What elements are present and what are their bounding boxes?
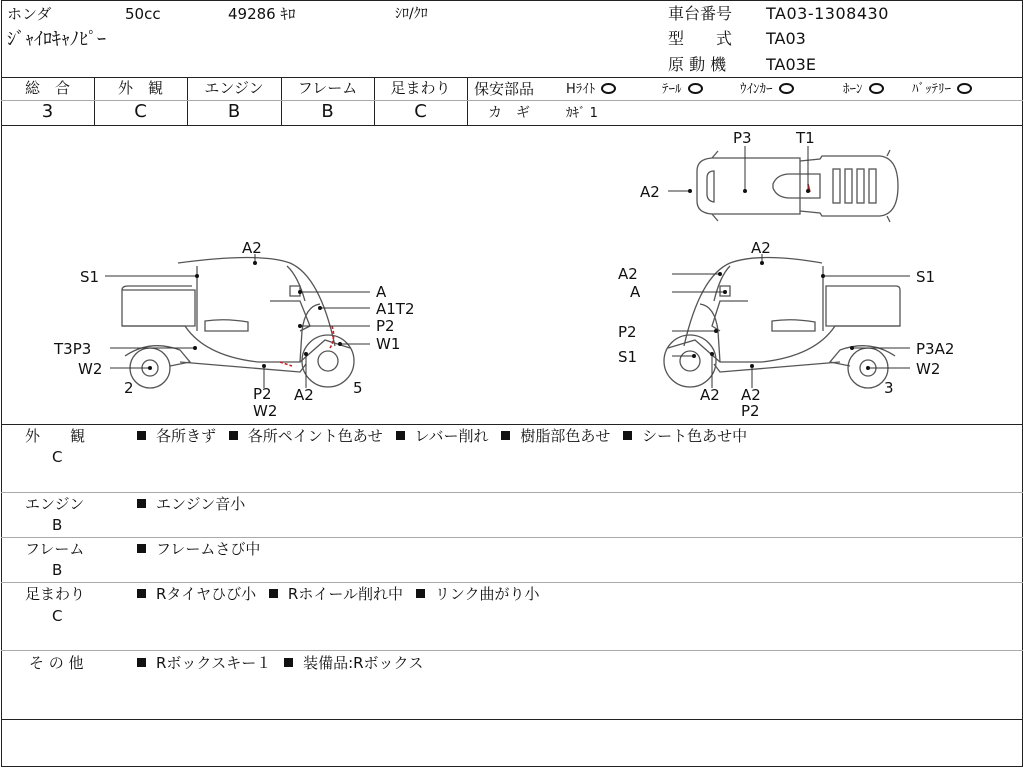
footer-divider	[1, 719, 1023, 720]
model-name: ｼﾞｬｲﾛｷｬﾉﾋﾟｰ	[7, 29, 106, 50]
note-divider	[1, 492, 1023, 493]
note-divider	[1, 537, 1023, 538]
note-divider	[1, 650, 1023, 651]
note-divider	[1, 582, 1023, 583]
diagram-label: S1	[80, 268, 100, 286]
note-item: レバー削れ	[396, 429, 489, 444]
diagram-label: 3	[884, 379, 894, 397]
engine-score-label: エンジン	[204, 79, 264, 97]
note-item: 樹脂部色あせ	[501, 429, 610, 444]
safety-item-headlight: Hﾗｲﾄ	[566, 83, 616, 96]
diagram-label: T1	[796, 129, 815, 147]
score-sep-5	[467, 77, 468, 125]
engine-type-label: 原 動 機	[668, 55, 727, 74]
note-item: フレームさび中	[137, 542, 260, 557]
diagram-labels	[53, 129, 954, 420]
diagram-label: P2	[741, 402, 760, 420]
type-label: 型 式	[668, 29, 733, 48]
note-item: シート色あせ中	[623, 429, 747, 444]
note-engine-grade: B	[52, 516, 63, 534]
overall-score-label: 総 合	[24, 79, 70, 97]
safety-item-winker: ｳｲﾝｶｰ	[740, 83, 794, 96]
suspension-score-label: 足まわり	[390, 79, 451, 97]
note-other-title: そ の 他	[29, 654, 84, 672]
diagram-label: W2	[916, 360, 941, 378]
diagram-label: A2	[751, 239, 771, 257]
header-divider	[1, 77, 1023, 78]
key-value: ｶｷﾞ 1	[566, 106, 598, 121]
overall-score-value: 3	[41, 101, 54, 122]
diagram-label: A2	[618, 265, 638, 283]
diagram-label: 5	[353, 379, 363, 397]
note-item: リンク曲がり小	[416, 587, 540, 602]
note-item: Rボックスキー１	[137, 656, 271, 671]
ok-circle-icon	[601, 83, 616, 94]
type-value: TA03	[766, 29, 806, 48]
right-side-view-scooter	[664, 258, 900, 389]
diagram-label: S1	[618, 348, 638, 366]
diagram-label: S1	[916, 268, 936, 286]
ok-circle-icon	[957, 83, 972, 94]
note-item: Rホイール削れ中	[269, 587, 403, 602]
safety-item-battery: ﾊﾞｯﾃﾘｰ	[912, 83, 972, 96]
safety-item-horn: ﾎｰﾝ	[843, 83, 884, 96]
chassis-value: TA03-1308430	[766, 4, 889, 23]
engine-type-value: TA03E	[766, 55, 816, 74]
diagram-label: W2	[253, 402, 278, 420]
mileage: 49286 ｷﾛ	[228, 5, 296, 23]
note-suspension-items	[137, 587, 548, 602]
suspension-score-value: C	[414, 101, 427, 122]
damage-marks	[280, 184, 810, 366]
note-frame-items	[137, 542, 268, 557]
diagram-label: A1T2	[376, 300, 415, 318]
diagram-label: P3A2	[916, 340, 955, 358]
note-exterior-grade: C	[52, 448, 63, 466]
diagram-label: A2	[242, 239, 262, 257]
note-other-items	[137, 656, 431, 671]
safety-parts-label: 保安部品	[474, 80, 535, 98]
frame-score-value: B	[321, 101, 334, 122]
note-item: 装備品:Rボックス	[284, 656, 423, 671]
chassis-label: 車台番号	[668, 4, 733, 23]
safety-item-taillight: ﾃｰﾙ	[662, 83, 703, 96]
note-frame-title: フレーム	[25, 540, 85, 558]
diagram-label: 2	[124, 379, 134, 397]
diagram-label: P3	[733, 129, 752, 147]
exterior-score-value: C	[134, 101, 147, 122]
left-side-view-scooter	[122, 258, 354, 389]
top-view-scooter	[697, 150, 898, 222]
diagram-divider	[1, 424, 1023, 425]
ok-circle-icon	[869, 83, 884, 94]
note-engine-items	[137, 497, 253, 512]
maker: ホンダ	[7, 5, 52, 23]
diagram-label: A2	[294, 386, 314, 404]
note-frame-grade: B	[52, 561, 63, 579]
diagram-label: P2	[376, 317, 395, 335]
displacement: 50cc	[125, 5, 161, 23]
diagram-label: W2	[78, 360, 103, 378]
diagram-label: A2	[741, 386, 761, 404]
note-exterior-title: 外 観	[25, 427, 86, 445]
diagram-label: T3P3	[54, 340, 92, 358]
frame-score-label: フレーム	[297, 79, 358, 97]
engine-score-value: B	[227, 101, 241, 122]
note-item: 各所きず	[137, 429, 216, 444]
scooter-damage-diagram	[0, 126, 1024, 424]
note-engine-title: エンジン	[25, 495, 85, 513]
exterior-score-label: 外 観	[117, 79, 163, 97]
diagram-label: A	[630, 283, 641, 301]
ok-circle-icon	[779, 83, 794, 94]
safety-mid-line	[467, 100, 1023, 101]
note-item: 各所ペイント色あせ	[229, 429, 383, 444]
key-label: カ ギ	[488, 105, 530, 121]
color: ｼﾛ/ｸﾛ	[395, 6, 428, 22]
diagram-label: A	[376, 283, 387, 301]
note-suspension-title: 足まわり	[25, 585, 86, 603]
note-exterior-items	[137, 429, 755, 444]
note-item: エンジン音小	[137, 497, 245, 512]
diagram-label: P2	[618, 323, 637, 341]
note-item: Rタイヤひび小	[137, 587, 256, 602]
leader-lines	[105, 146, 910, 388]
leader-dots	[148, 189, 870, 370]
diagram-label: P2	[253, 385, 272, 403]
diagram-label: A2	[700, 386, 720, 404]
diagram-label: W1	[376, 335, 401, 353]
diagram-label: A2	[640, 183, 660, 201]
note-suspension-grade: C	[52, 607, 63, 625]
ok-circle-icon	[688, 83, 703, 94]
